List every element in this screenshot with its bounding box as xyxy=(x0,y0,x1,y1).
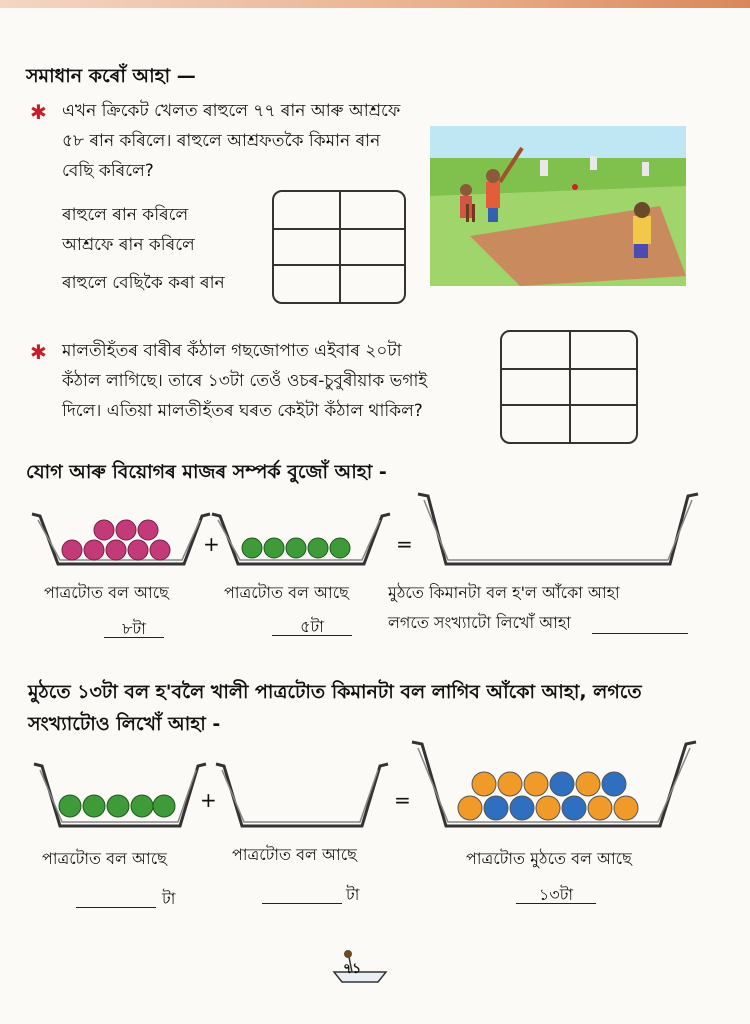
bowl-b-unit: টা xyxy=(346,885,360,904)
plus-sign: + xyxy=(203,532,220,556)
answer-grid-1[interactable] xyxy=(272,190,406,304)
problem2-line1: মালতীহঁতৰ বাৰীৰ কঁঠাল গছজোপাত এইবাৰ ২০টা xyxy=(62,341,402,361)
page-number: ৭১ xyxy=(343,961,362,977)
problem1-row2: আশ্ৰফে ৰান কৰিলে xyxy=(62,235,195,255)
bowl-a-unit: টা xyxy=(162,889,176,908)
bowl-b-label: পাত্ৰটোত বল আছে xyxy=(232,845,357,864)
problem2-line3: দিলে। এতিয়া মালতীহঁতৰ ঘৰত কেইটা কঁঠাল থাকিল? xyxy=(62,401,423,421)
bowl-a-count: ৮টা xyxy=(104,616,164,638)
problem1-line2: ৫৮ ৰান কৰিলে। ৰাহুলে আশ্ৰফতকৈ কিমান ৰান xyxy=(62,131,381,151)
answer-grid-2[interactable] xyxy=(500,330,638,444)
bowl-a-count-input[interactable] xyxy=(76,886,156,908)
section2-bowls xyxy=(0,740,750,840)
section2-heading2: সংখ্যাটোও লিখোঁ আহা - xyxy=(28,713,221,735)
problem2-text xyxy=(62,336,482,426)
problem1-line3: বেছি কৰিলে? xyxy=(62,161,154,181)
section2-heading1: মুঠতে ১৩টা বল হ'বলৈ খালী পাত্ৰটোত কিমানটা বল লাগিব আঁকো আহা, লগতে xyxy=(28,681,642,703)
bowl-b-label: পাত্ৰটোত বল আছে xyxy=(224,583,349,602)
bowl-c-label: পাত্ৰটোত মুঠতে বল আছে xyxy=(466,849,632,868)
total-count-input[interactable] xyxy=(592,612,688,634)
section1-bowls xyxy=(0,480,750,580)
equals-sign: = xyxy=(396,532,413,556)
section1-heading: যোগ আৰু বিয়োগৰ মাজৰ সম্পৰ্ক বুজোঁ আহা - xyxy=(26,461,387,483)
bowl-c-label1: মুঠতে কিমানটা বল হ'ল আঁকো আহা xyxy=(388,583,620,602)
star-icon: ✱ xyxy=(30,100,47,124)
problem2-line2: কঁঠাল লাগিছে। তাৰে ১৩টা তেওঁ ওচৰ-চুবুৰীয়াক ভগাই xyxy=(62,371,428,391)
bowl-b-count-input[interactable] xyxy=(262,882,342,904)
page-heading: সমাধান কৰোঁ আহা — xyxy=(26,65,196,87)
problem1-text xyxy=(62,96,432,186)
bowl-c-label2: লগতে সংখ্যাটো লিখোঁ আহা xyxy=(388,613,571,632)
problem1-row3: ৰাহুলে বেছিকৈ কৰা ৰান xyxy=(62,273,225,293)
cricket-illustration xyxy=(430,126,686,286)
equals-sign: = xyxy=(394,788,411,812)
bowl-a-label: পাত্ৰটোত বল আছে xyxy=(44,583,169,602)
problem1-line1: এখন ক্রিকেট খেলত ৰাহুলে ৭৭ ৰান আৰু আশ্ৰফে xyxy=(62,101,401,121)
bowl-a-label: পাত্ৰটোত বল আছে xyxy=(42,849,167,868)
top-color-band xyxy=(0,0,750,8)
star-icon: ✱ xyxy=(30,340,47,364)
plus-sign: + xyxy=(200,788,217,812)
bowl-b-count: ৫টা xyxy=(272,614,352,636)
problem1-row1: ৰাহুলে ৰান কৰিলে xyxy=(62,205,189,225)
bowl-c-count: ১৩টা xyxy=(516,882,596,904)
